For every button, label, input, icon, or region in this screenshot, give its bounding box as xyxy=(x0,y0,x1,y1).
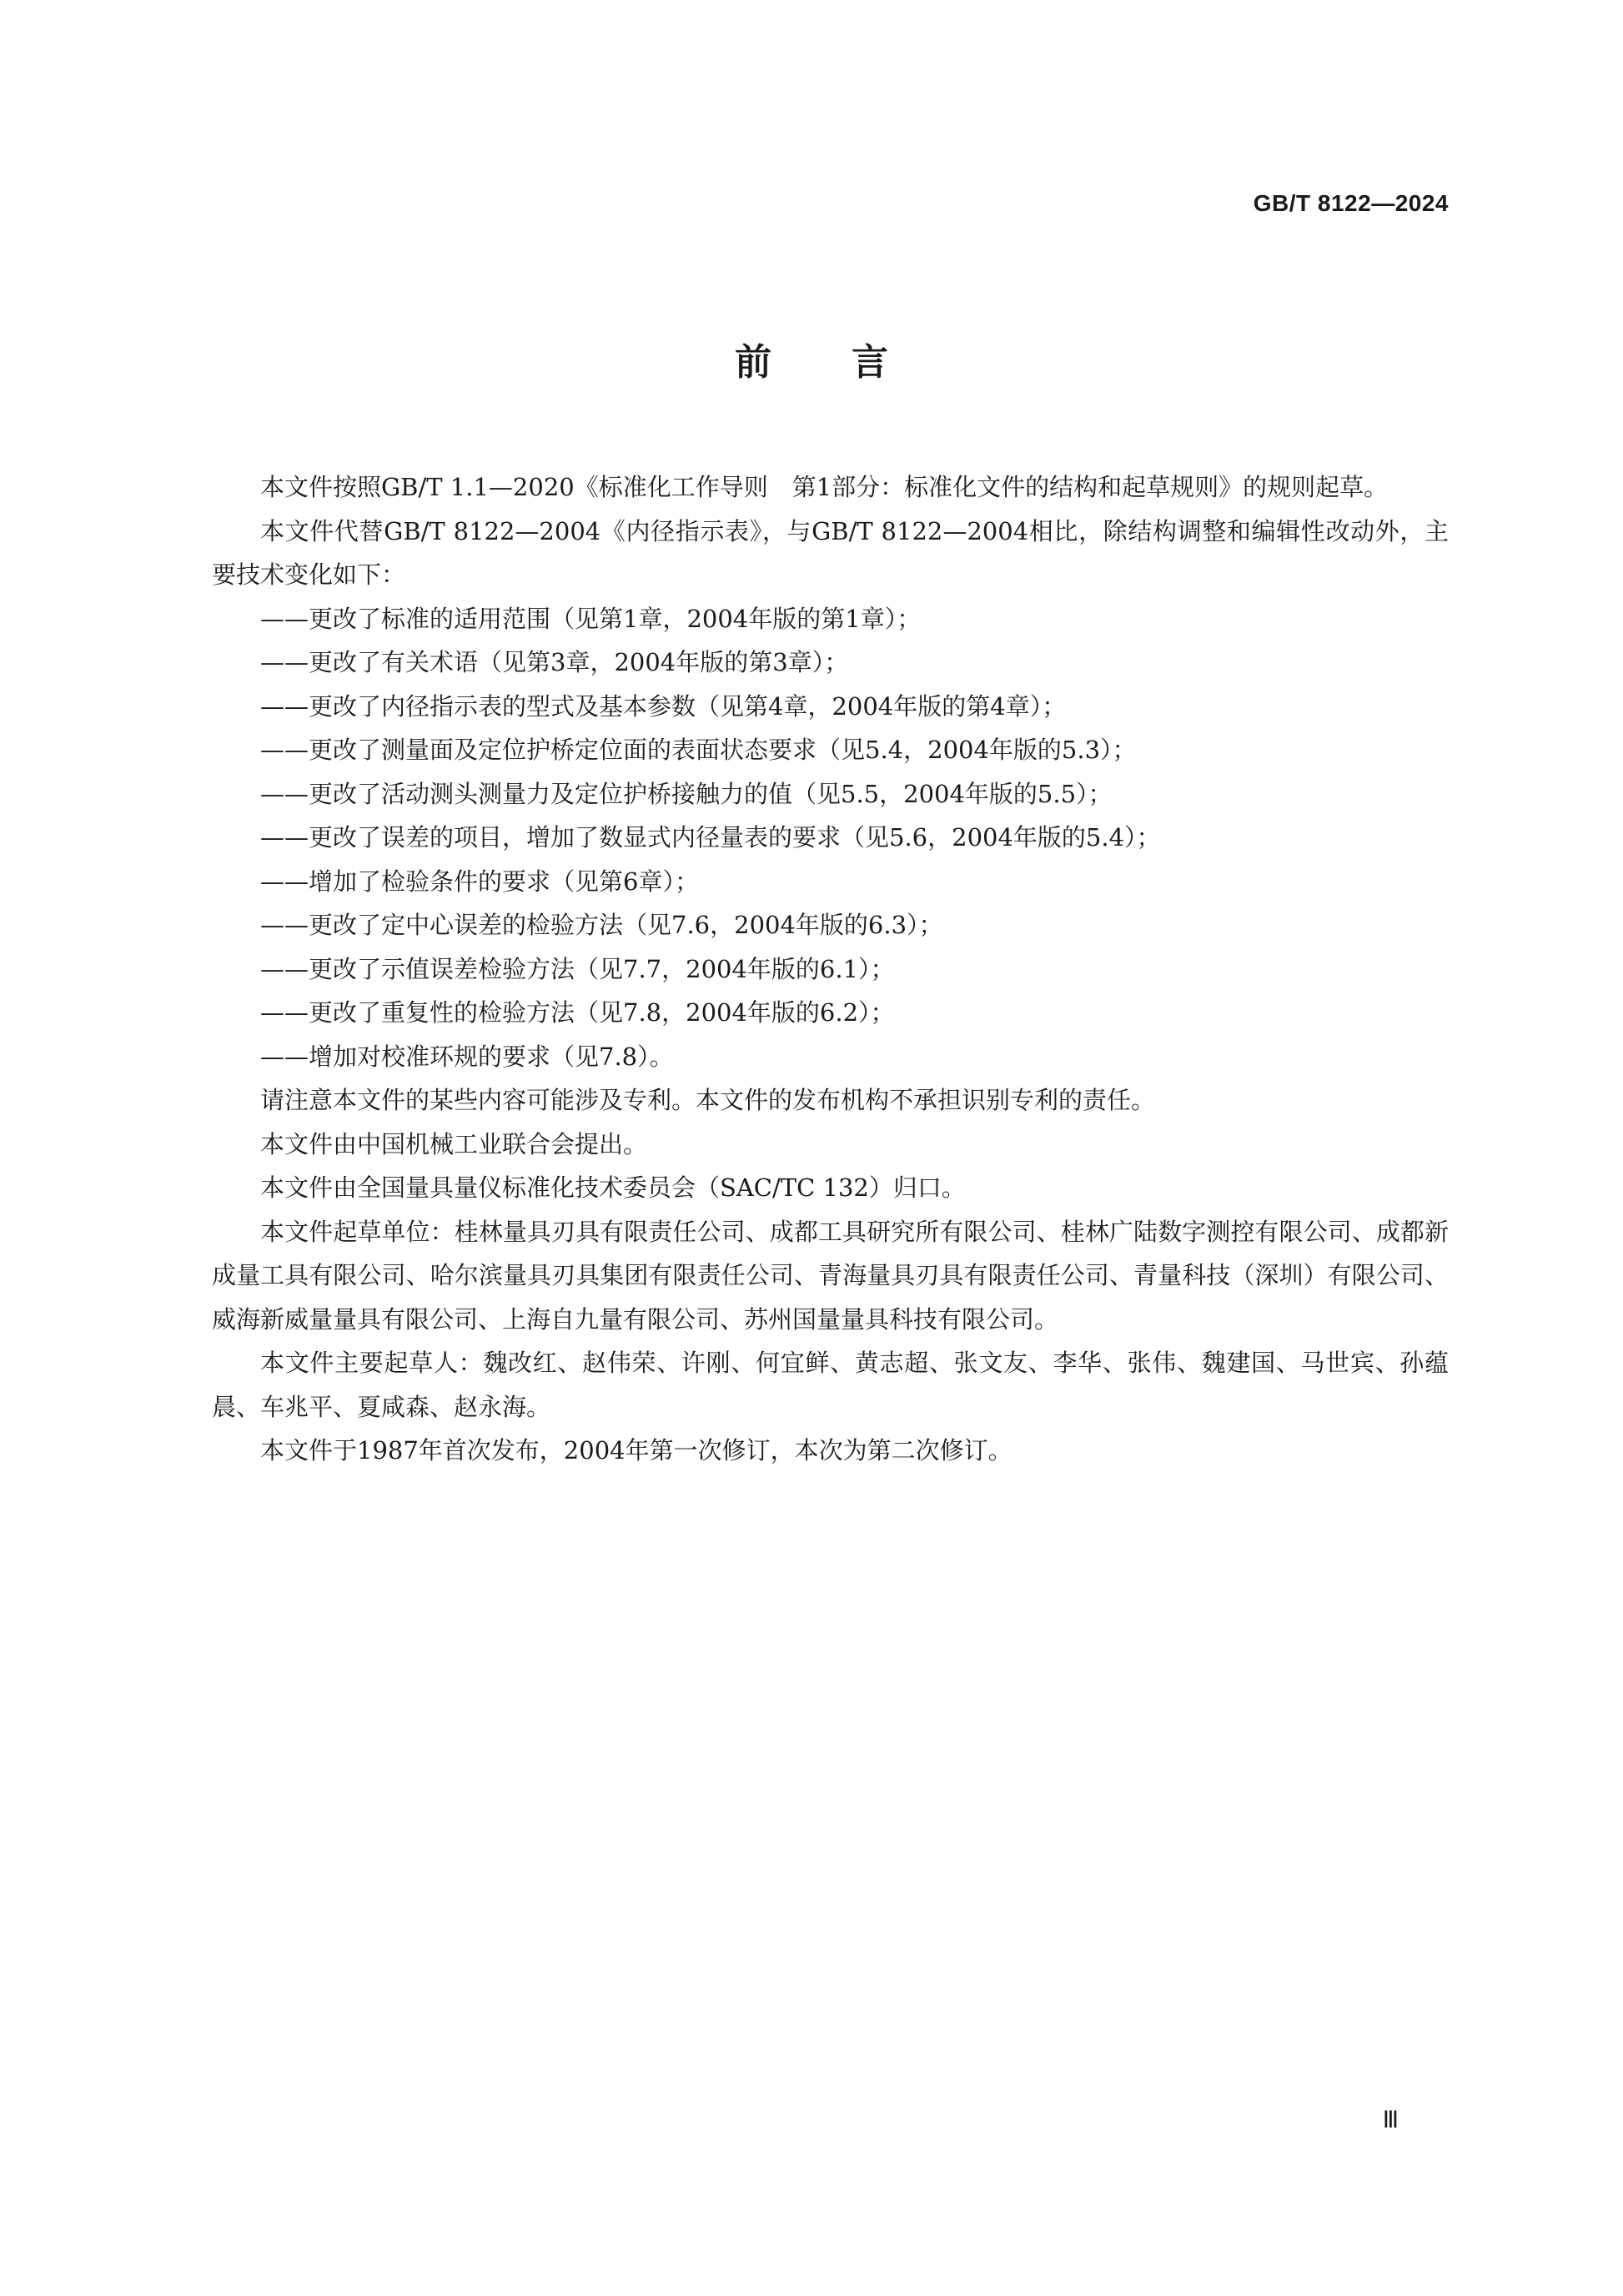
page-number: Ⅲ xyxy=(1382,2108,1399,2133)
change-item: ——更改了活动测头测量力及定位护桥接触力的值（见5.5，2004年版的5.5）； xyxy=(260,779,1113,808)
paragraph: 本文件代替GB/T 8122—2004《内径指示表》，与GB/T 8122—2004相比，除结构调整和编辑性改动外，主要技术变化如下： xyxy=(212,516,1449,589)
standard-number: GB/T 8122—2024 xyxy=(1253,190,1449,216)
change-item: ——增加对校准环规的要求（见7.8）。 xyxy=(260,1042,674,1071)
change-item: ——更改了内径指示表的型式及基本参数（见第4章，2004年版的第4章）； xyxy=(260,691,1067,721)
page-title: 前言 xyxy=(735,341,968,384)
document-body xyxy=(212,465,1449,1473)
paragraph: 本文件按照GB/T 1.1—2020《标准化工作导则 第1部分：标准化文件的结构和起草规则》的规则起草。 xyxy=(260,473,1389,501)
change-item: ——增加了检验条件的要求（见第6章）； xyxy=(260,867,699,896)
drafters: 本文件主要起草人：魏改红、赵伟荣、许刚、何宜鲜、黄志超、张文友、李华、张伟、魏建国、马世宾、孙蕴晨、车兆平、夏咸森、赵永海。 xyxy=(212,1349,1449,1421)
change-item: ——更改了误差的项目，增加了数显式内径量表的要求（见5.6，2004年版的5.4）； xyxy=(260,823,1161,852)
patent-notice: 请注意本文件的某些内容可能涉及专利。本文件的发布机构不承担识别专利的责任。 xyxy=(260,1086,1156,1114)
committee-statement: 本文件由全国量具量仪标准化技术委员会（SAC/TC 132）归口。 xyxy=(260,1173,966,1202)
change-item: ——更改了有关术语（见第3章，2004年版的第3章）； xyxy=(260,648,849,676)
change-item: ——更改了重复性的检验方法（见7.8，2004年版的6.2）； xyxy=(260,998,895,1027)
change-item: ——更改了测量面及定位护桥定位面的表面状态要求（见5.4，2004年版的5.3）； xyxy=(260,736,1137,764)
drafting-units: 本文件起草单位：桂林量具刃具有限责任公司、成都工具研究所有限公司、桂林广陆数字测控有限公司、成都新成量工具有限公司、哈尔滨量具刃具集团有限责任公司、青海量具刃具有限责任公司、青量科技（深圳）有限公司、威海新威量量具有限公司、上海自九量有限公司、苏州国量量具科技有限公司。 xyxy=(212,1217,1449,1334)
publication-history: 本文件于1987年首次发布，2004年第一次修订，本次为第二次修订。 xyxy=(260,1436,1012,1465)
change-item: ——更改了定中心误差的检验方法（见7.6，2004年版的6.3）； xyxy=(260,911,943,939)
change-item: ——更改了标准的适用范围（见第1章，2004年版的第1章）； xyxy=(260,604,922,633)
proposer-statement: 本文件由中国机械工业联合会提出。 xyxy=(260,1129,648,1158)
change-item: ——更改了示值误差检验方法（见7.7，2004年版的6.1）； xyxy=(260,954,895,983)
